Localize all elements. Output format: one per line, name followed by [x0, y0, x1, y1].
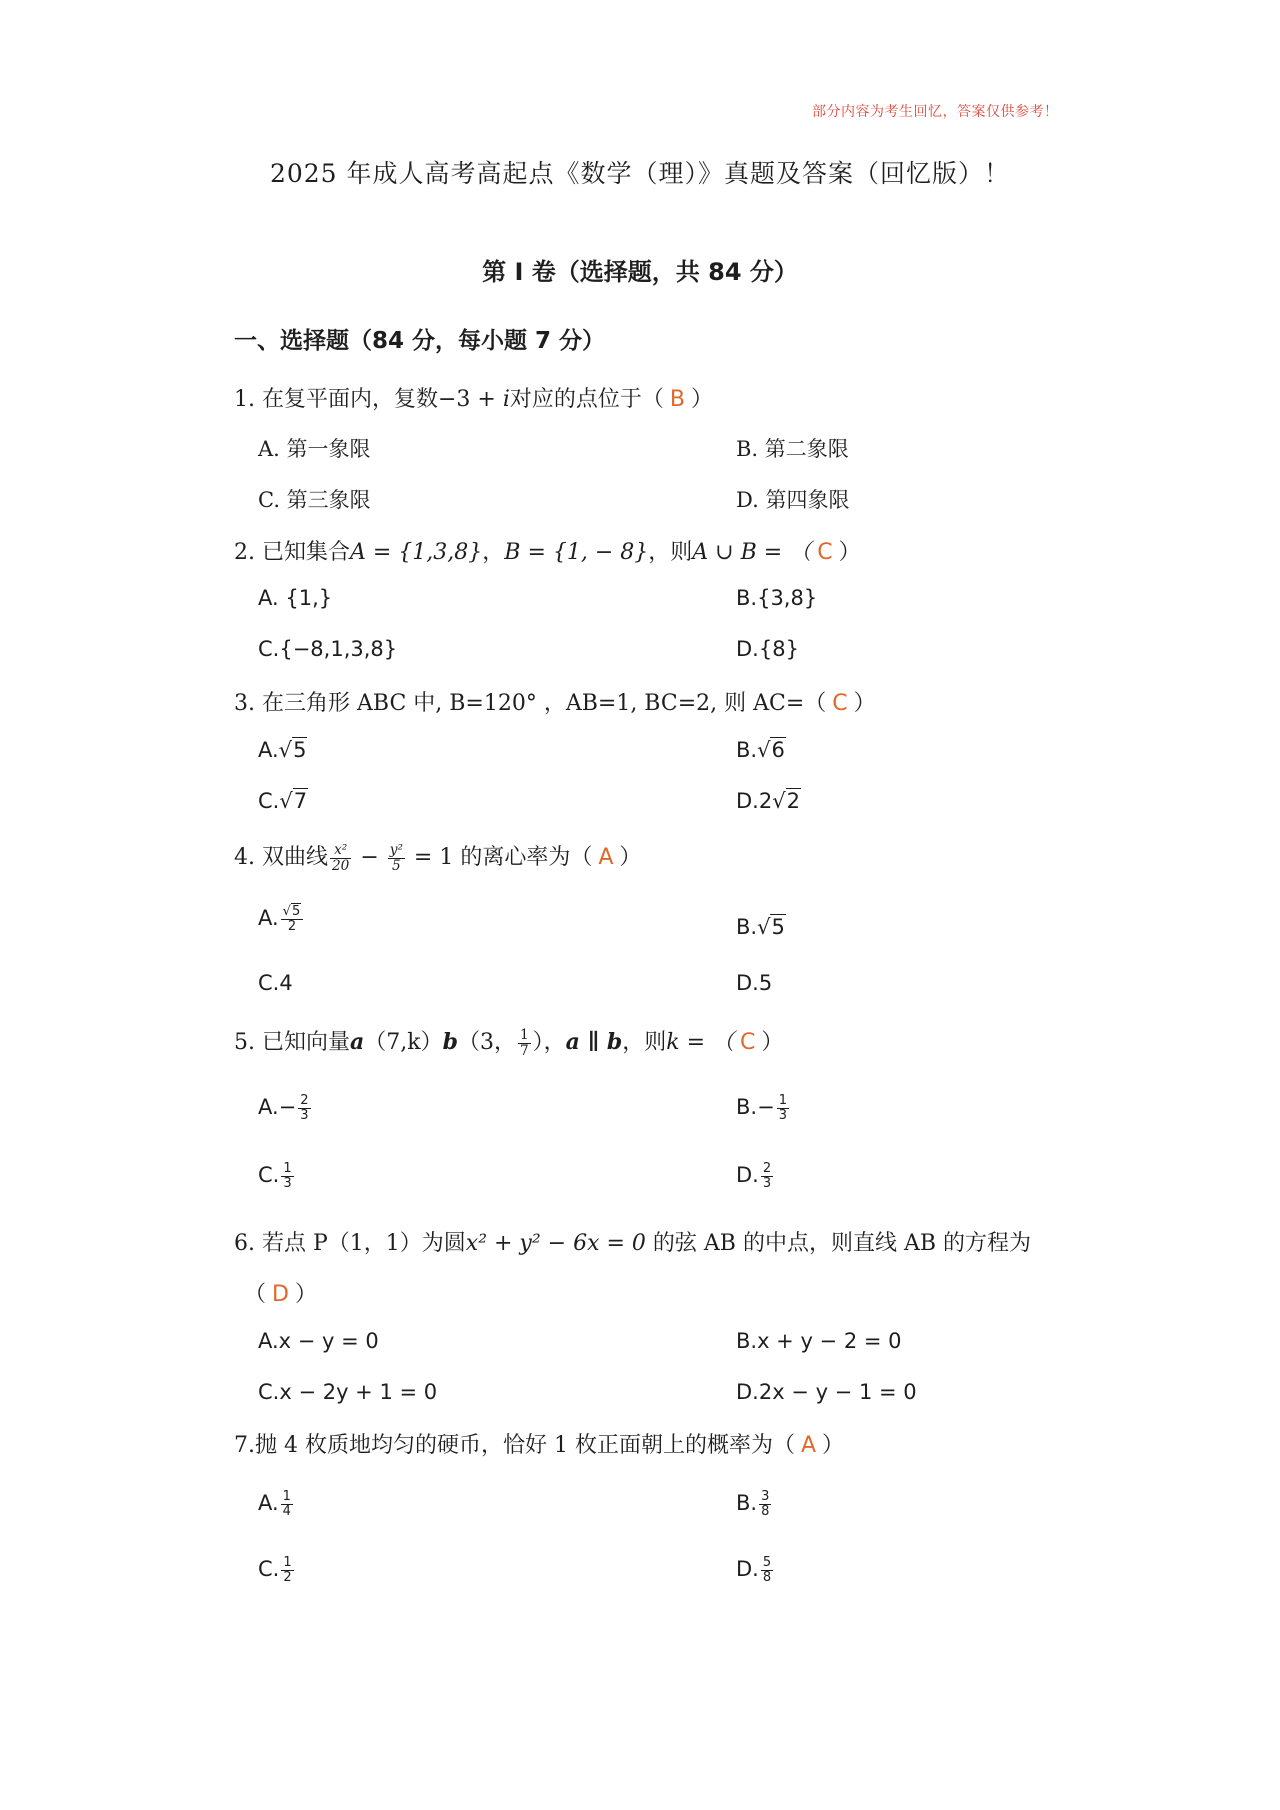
sqrt-symbol: √5 [278, 738, 307, 762]
q5-option-b [736, 1094, 791, 1122]
q2-option-d: D.{8} [736, 637, 799, 661]
q1-expr: −3 + [437, 387, 503, 412]
question-5-stem [234, 1025, 783, 1058]
q4-frac1-den: 20 [331, 857, 350, 874]
q3-d-prefix: D.2 [736, 789, 773, 813]
q7-c-fraction [281, 1556, 293, 1584]
q6-open: （ [244, 1282, 267, 1307]
q4-fraction-1 [330, 843, 351, 873]
q5-c-den: 3 [283, 1175, 292, 1191]
q2-option-c: C.{−8,1,3,8} [258, 637, 398, 661]
q3-option-a [258, 738, 307, 762]
q5-close: ） [761, 1030, 784, 1055]
q5-d-den: 3 [762, 1175, 772, 1191]
q4-answer: A [598, 845, 614, 870]
q2-sep: ， [482, 540, 505, 565]
q5-then: ，则 [622, 1030, 667, 1055]
section-title: 一、选择题（84 分，每小题 7 分） [234, 328, 606, 354]
recall-notice: 部分内容为考生回忆，答案仅供参考！ [812, 104, 1059, 120]
q3-c-prefix: C. [258, 789, 280, 813]
q5-b-frac-den: 7 [519, 1042, 529, 1059]
q4-b-rad: 5 [771, 915, 785, 939]
q2-option-a: A. {1,} [258, 586, 333, 610]
q1-option-d: D. 第四象限 [736, 488, 850, 512]
q1-var: i [502, 387, 510, 412]
q5-parallel: a ∥ b [565, 1029, 623, 1055]
q3-option-d [736, 789, 801, 813]
q5-b-fraction-opt [777, 1094, 789, 1122]
q7-c-prefix: C. [258, 1557, 280, 1582]
q3-option-c [258, 789, 308, 813]
q7-stem-pre: 7.抛 4 枚质地均匀的硬币，恰好 1 枚正面朝上的概率为（ [234, 1433, 795, 1458]
q5-b-num: 1 [778, 1093, 787, 1108]
q5-a-fraction [298, 1094, 310, 1122]
q4-b-prefix: B. [736, 915, 758, 939]
q2-set-b: B = {1, − 8} [504, 540, 649, 565]
q5-d-fraction [761, 1162, 773, 1190]
q5-b-coords-post: ）， [532, 1030, 566, 1055]
q7-a-prefix: A. [258, 1491, 279, 1516]
q7-d-den: 8 [762, 1569, 772, 1585]
q4-option-a [258, 905, 305, 933]
q6-stem-pre: 6. 若点 P（1，1）为圆 [234, 1231, 466, 1256]
q4-frac2-num: y² [389, 842, 403, 859]
q6-option-c: C.x − 2y + 1 = 0 [258, 1380, 438, 1404]
question-3-stem [234, 686, 876, 717]
q2-stem: 2. 已知集合 [234, 540, 350, 565]
q4-a-prefix: A. [258, 906, 279, 931]
q3-c-rad: 7 [293, 789, 308, 813]
q5-a-num: 2 [300, 1093, 309, 1108]
q6-option-b: B.x + y − 2 = 0 [736, 1329, 902, 1353]
q4-close: ） [619, 845, 642, 870]
q5-c-fraction [281, 1162, 293, 1190]
document-title: 2025 年成人高考高起点《数学（理）》真题及答案（回忆版）！ [269, 159, 1011, 188]
q7-c-num: 1 [283, 1555, 292, 1570]
q4-option-c: C.4 [258, 971, 293, 995]
question-4-stem [234, 840, 641, 873]
q7-b-num: 3 [761, 1489, 770, 1504]
q1-close: ） [691, 387, 714, 412]
q4-a-num-rad: 5 [291, 904, 301, 919]
q5-b-fraction [518, 1028, 531, 1058]
q1-stem-post: 对应的点位于（ [509, 387, 664, 412]
q4-a-fraction [281, 905, 304, 933]
q4-a-den: 2 [287, 918, 297, 934]
q7-a-den: 4 [282, 1503, 291, 1519]
q5-b-prefix: B.− [736, 1095, 775, 1120]
sqrt-symbol: √7 [279, 789, 308, 813]
q7-d-num: 5 [762, 1555, 772, 1570]
q3-b-rad: 6 [771, 738, 785, 762]
sqrt-symbol: √2 [772, 789, 800, 813]
q6-option-a: A.x − y = 0 [258, 1329, 379, 1353]
question-6-stem [234, 1226, 1031, 1257]
q5-d-prefix: D. [736, 1163, 759, 1188]
q6-option-d: D.2x − y − 1 = 0 [736, 1380, 917, 1404]
q3-a-rad: 5 [293, 738, 307, 762]
q5-a-prefix: A.− [258, 1095, 297, 1120]
q6-answer: D [272, 1282, 289, 1307]
q3-b-prefix: B. [736, 738, 758, 762]
q1-option-a: A. 第一象限 [258, 437, 371, 461]
q5-answer: C [740, 1030, 756, 1055]
q2-union: A ∪ B = （ [692, 540, 812, 565]
question-6-answer-line [244, 1277, 317, 1308]
q6-stem-post: 的弦 AB 的中点，则直线 AB 的方程为 [645, 1231, 1031, 1256]
q1-option-b: B. 第二象限 [736, 437, 849, 461]
q6-circle-equation: x² + y² − 6x = 0 [465, 1231, 646, 1256]
q7-b-prefix: B. [736, 1491, 758, 1516]
q7-d-fraction [761, 1556, 773, 1584]
q4-frac1-num: x² [330, 843, 351, 858]
q7-b-fraction [759, 1490, 771, 1518]
q7-close: ） [822, 1433, 845, 1458]
q1-option-c: C. 第三象限 [258, 488, 371, 512]
q5-b-den: 3 [778, 1107, 787, 1123]
q3-close: ） [853, 691, 876, 716]
q4-a-num: √5 [281, 905, 304, 920]
q2-then: ，则 [648, 540, 693, 565]
q5-b-coords-pre: （3， [457, 1030, 516, 1055]
q4-eq: = 1 的离心率为（ [406, 845, 593, 870]
q2-close: ） [838, 540, 861, 565]
q7-option-b [736, 1490, 773, 1518]
q5-vector-b: b [442, 1029, 458, 1055]
q3-d-rad: 2 [786, 789, 800, 813]
q5-k-eq: k = （ [666, 1030, 735, 1055]
part-title: 第 I 卷（选择题，共 84 分） [482, 258, 798, 286]
q5-stem-pre: 5. 已知向量 [234, 1030, 350, 1055]
q7-b-den: 8 [761, 1503, 770, 1519]
sqrt-symbol: √6 [757, 738, 785, 762]
q4-minus: − [353, 845, 386, 870]
question-1-stem [234, 382, 713, 413]
q7-d-prefix: D. [736, 1557, 759, 1582]
q4-option-d: D.5 [736, 971, 773, 995]
q5-d-num: 2 [762, 1161, 772, 1176]
sqrt-symbol: √5 [757, 915, 785, 939]
q4-option-b [736, 915, 786, 939]
q2-option-b: B.{3,8} [736, 586, 818, 610]
q5-option-a [258, 1094, 313, 1122]
q3-a-prefix: A. [258, 738, 279, 762]
q5-a-coords: （7,k） [364, 1030, 443, 1055]
q7-answer: A [800, 1433, 817, 1458]
q3-option-b [736, 738, 786, 762]
question-7-stem [234, 1428, 844, 1459]
q5-b-frac-num: 1 [519, 1027, 529, 1044]
question-2-stem [234, 535, 861, 566]
q5-c-num: 1 [283, 1161, 292, 1176]
q1-stem-pre: 1. 在复平面内，复数 [234, 387, 438, 412]
q2-set-a: A = {1,3,8} [349, 540, 483, 565]
q7-option-c [258, 1556, 296, 1584]
q4-stem-pre: 4. 双曲线 [234, 845, 328, 870]
q5-c-prefix: C. [258, 1163, 280, 1188]
q4-frac2-den: 5 [392, 857, 401, 874]
q7-a-fraction [281, 1490, 293, 1518]
q4-fraction-2 [388, 843, 405, 873]
q7-option-a [258, 1490, 295, 1518]
q3-stem-pre: 3. 在三角形 ABC 中, B=120° ，AB=1, BC=2, 则 AC=（ [234, 691, 827, 716]
q2-answer: C [817, 540, 833, 565]
q6-close: ） [294, 1282, 317, 1307]
q3-answer: C [832, 691, 848, 716]
q5-option-d [736, 1162, 775, 1190]
q5-option-c [258, 1162, 296, 1190]
q5-vector-a: a [349, 1029, 365, 1055]
q7-option-d [736, 1556, 775, 1584]
q1-answer: B [669, 387, 685, 412]
q7-c-den: 2 [283, 1569, 292, 1585]
q7-a-num: 1 [282, 1489, 291, 1504]
q5-a-den: 3 [300, 1107, 309, 1123]
